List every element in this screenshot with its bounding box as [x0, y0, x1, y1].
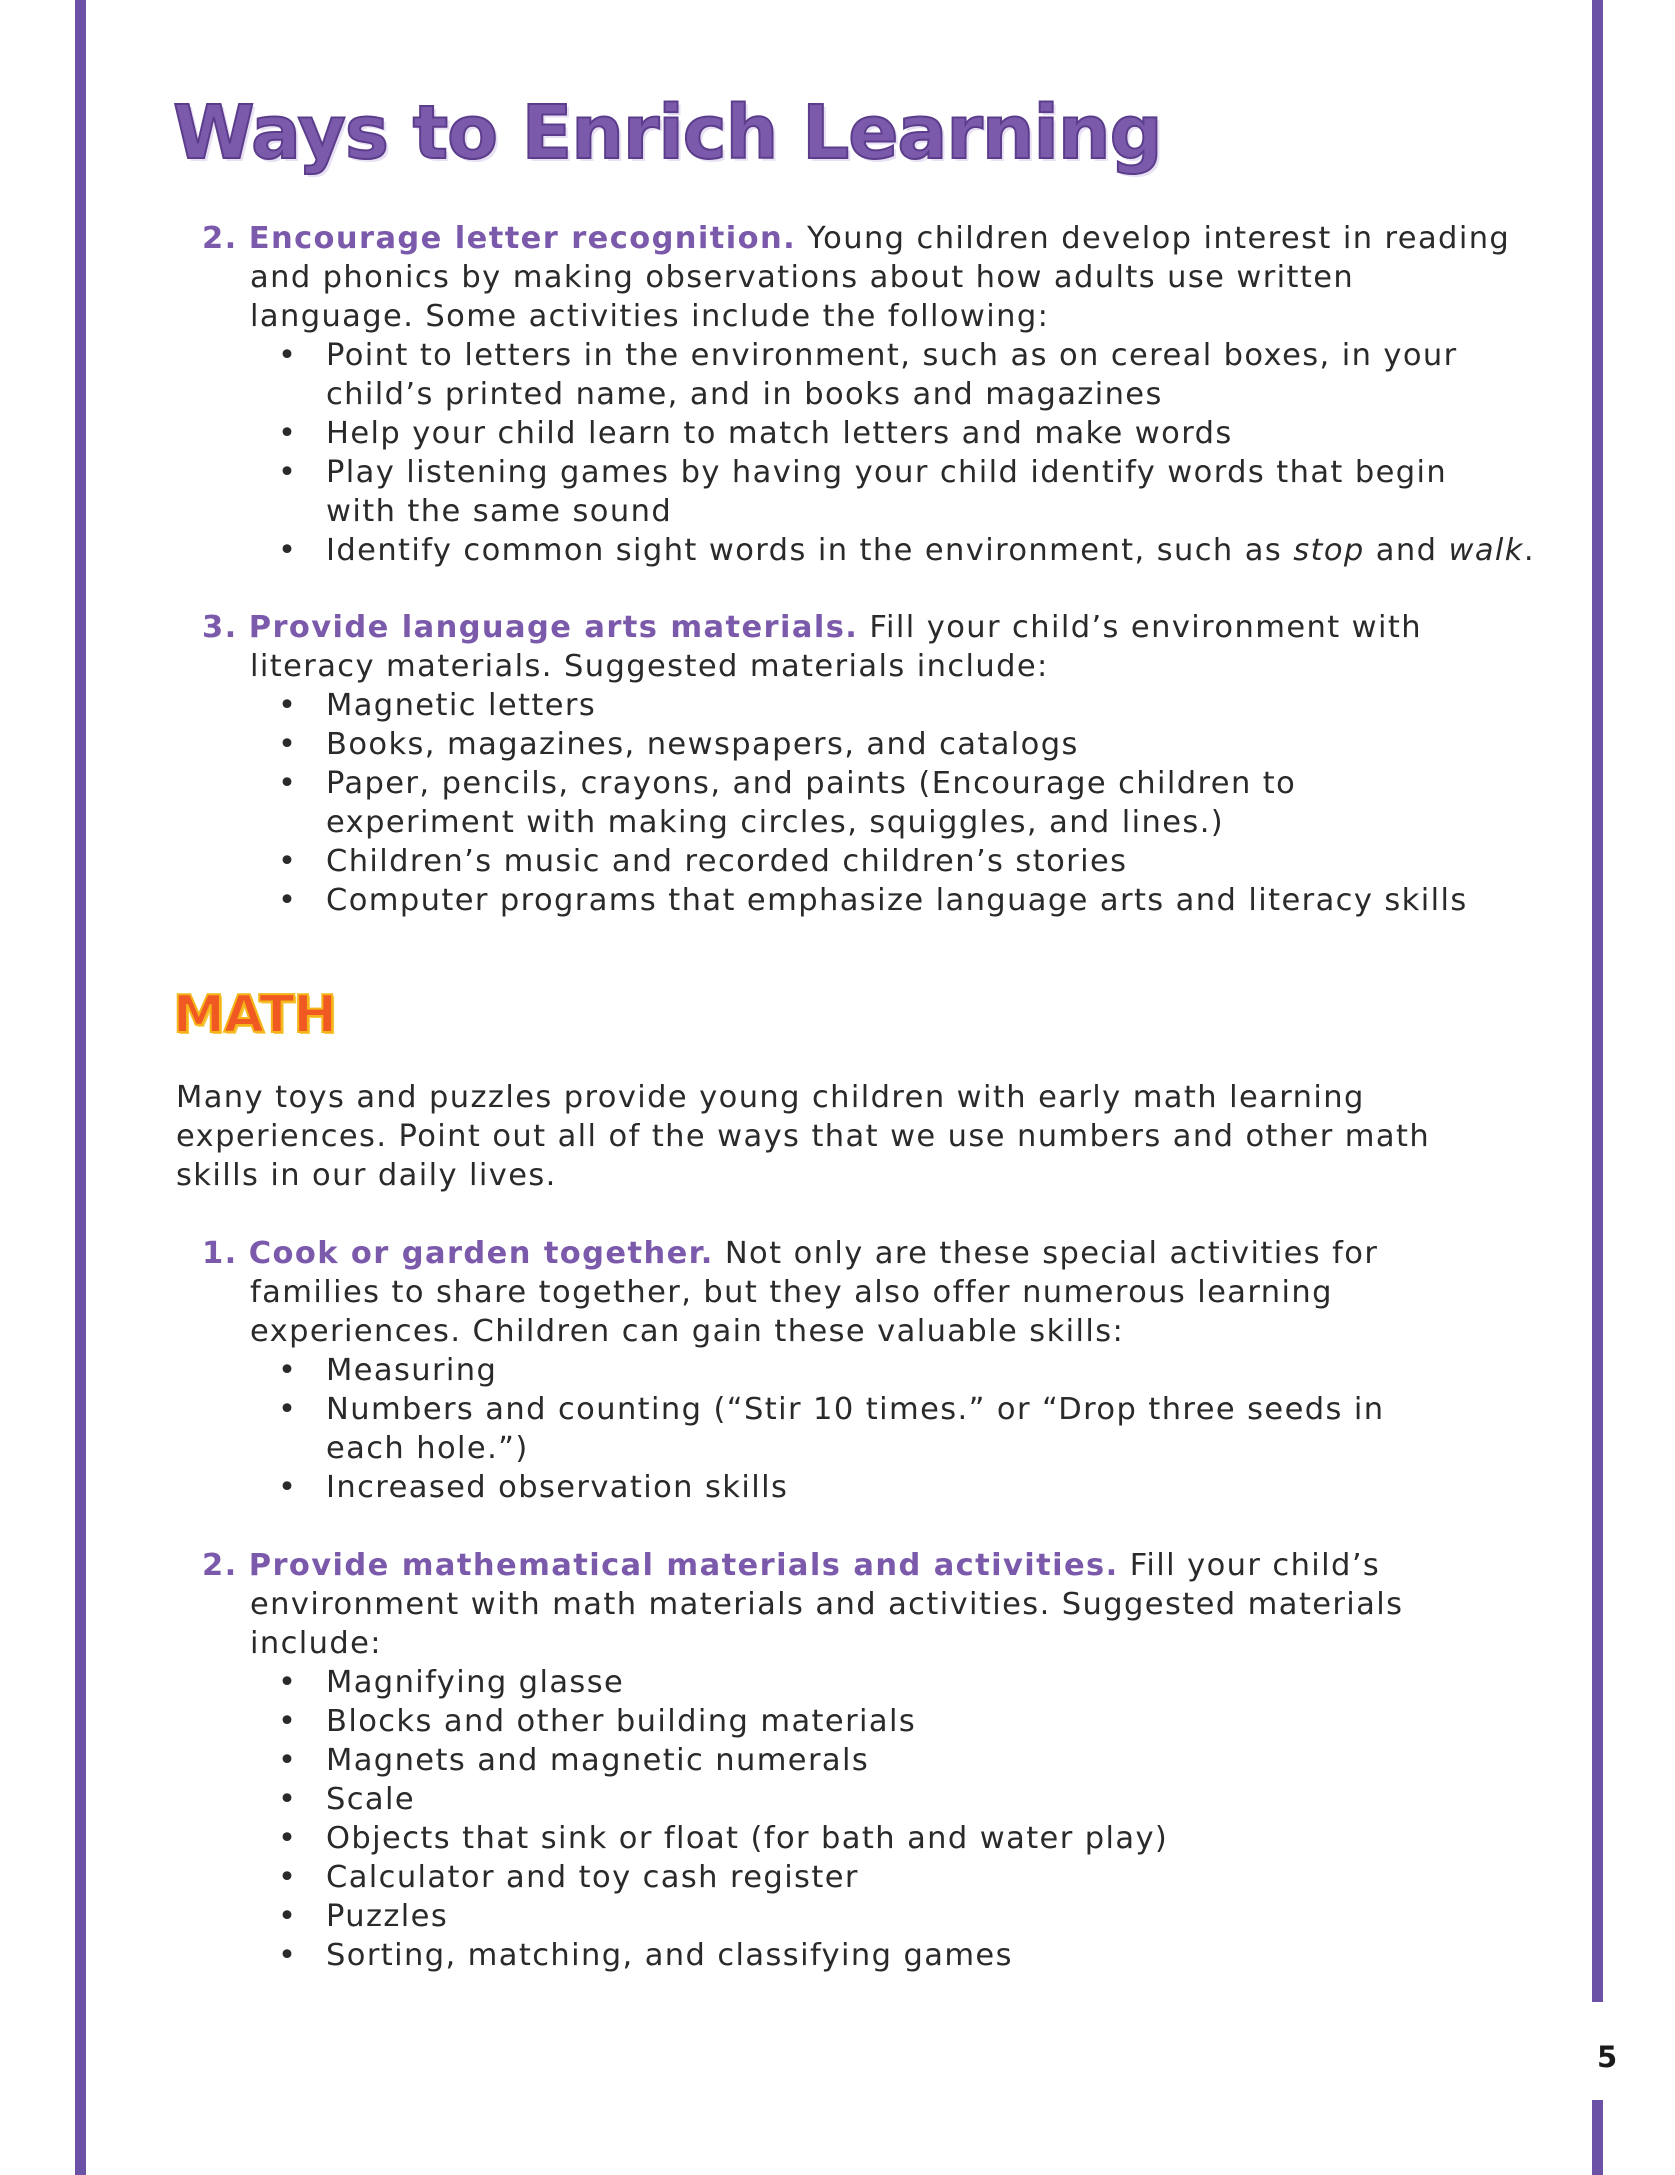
- list-item: • Sorting, matching, and classifying games: [278, 1936, 1578, 1975]
- math-heading: MATH: [173, 985, 336, 1045]
- list-item: • Objects that sink or float (for bath and water play): [278, 1819, 1578, 1858]
- list-item: • Point to letters in the environment, such as on cereal boxes, in your child’s printed name, and in books and magazines: [278, 336, 1578, 414]
- item-number: 1.: [202, 1236, 238, 1271]
- list-item: • Numbers and counting (“Stir 10 times.” or “Drop three seeds in each hole.”): [278, 1390, 1578, 1468]
- list-item: • Play listening games by having your child identify words that begin with the same sound: [278, 453, 1578, 531]
- list-item: • Scale: [278, 1780, 1578, 1819]
- math-item-2-bullets: [278, 1663, 1578, 1975]
- literacy-item-2-bullets: [278, 336, 1578, 570]
- literacy-item-3: [202, 608, 1542, 686]
- list-item: • Magnifying glasse: [278, 1663, 1578, 1702]
- item-number: 2.: [202, 1548, 238, 1583]
- list-item: • Magnetic letters: [278, 686, 1578, 725]
- item-text: Fill your child’s environment with: [858, 610, 1422, 645]
- item-lead: Cook or garden together.: [248, 1236, 714, 1271]
- list-item: • Paper, pencils, crayons, and paints (Encourage children to experiment with making circles, squiggles, and lines.): [278, 764, 1578, 842]
- item-text: environment with math materials and activities. Suggested materials: [250, 1587, 1404, 1622]
- item-number: 3.: [202, 610, 238, 645]
- emphasis: walk: [1448, 533, 1524, 568]
- list-item: • Blocks and other building materials: [278, 1702, 1578, 1741]
- item-text: literacy materials. Suggested materials include:: [250, 649, 1049, 684]
- math-item-1-bullets: [278, 1351, 1578, 1507]
- item-lead: Provide mathematical materials and activities.: [248, 1548, 1119, 1583]
- list-item: • Increased observation skills: [278, 1468, 1578, 1507]
- literacy-item-2: [202, 219, 1542, 336]
- right-border-rule-bottom: [1592, 2100, 1603, 2175]
- math-intro: Many toys and puzzles provide young children with early math learning experiences. Point out all of the ways that we use numbers and other math skills in our daily lives.: [176, 1080, 1431, 1193]
- math-item-1: [202, 1234, 1542, 1351]
- list-item: • Calculator and toy cash register: [278, 1858, 1578, 1897]
- item-text: and phonics by making observations about how adults use written: [250, 260, 1355, 295]
- emphasis: stop: [1293, 533, 1365, 568]
- item-text: language. Some activities include the following:: [250, 299, 1050, 334]
- item-text: families to share together, but they also offer numerous learning: [250, 1275, 1333, 1310]
- right-border-rule-top: [1592, 0, 1603, 2002]
- item-number: 2.: [202, 221, 238, 256]
- item-text: include:: [250, 1626, 382, 1661]
- list-item: • Books, magazines, newspapers, and catalogs: [278, 725, 1578, 764]
- list-item: • Magnets and magnetic numerals: [278, 1741, 1578, 1780]
- item-text: Young children develop interest in reading: [796, 221, 1511, 256]
- math-item-2: [202, 1546, 1542, 1663]
- item-lead: Encourage letter recognition.: [248, 221, 797, 256]
- list-item: • Help your child learn to match letters and make words: [278, 414, 1578, 453]
- list-item: • Computer programs that emphasize language arts and literacy skills: [278, 881, 1578, 920]
- item-text: experiences. Children can gain these valuable skills:: [250, 1314, 1125, 1349]
- list-item: • Puzzles: [278, 1897, 1578, 1936]
- page-number: 5: [1597, 2040, 1618, 2074]
- literacy-item-3-bullets: [278, 686, 1578, 920]
- item-text: Not only are these special activities for: [713, 1236, 1379, 1271]
- item-lead: Provide language arts materials.: [248, 610, 859, 645]
- list-item: • Children’s music and recorded children’s stories: [278, 842, 1578, 881]
- list-item: • Identify common sight words in the environment, such as stop and walk.: [278, 531, 1578, 570]
- item-text: Fill your child’s: [1118, 1548, 1381, 1583]
- list-item: • Measuring: [278, 1351, 1578, 1390]
- page-title: Ways to Enrich Learning: [173, 90, 1162, 176]
- left-border-rule: [75, 0, 86, 2175]
